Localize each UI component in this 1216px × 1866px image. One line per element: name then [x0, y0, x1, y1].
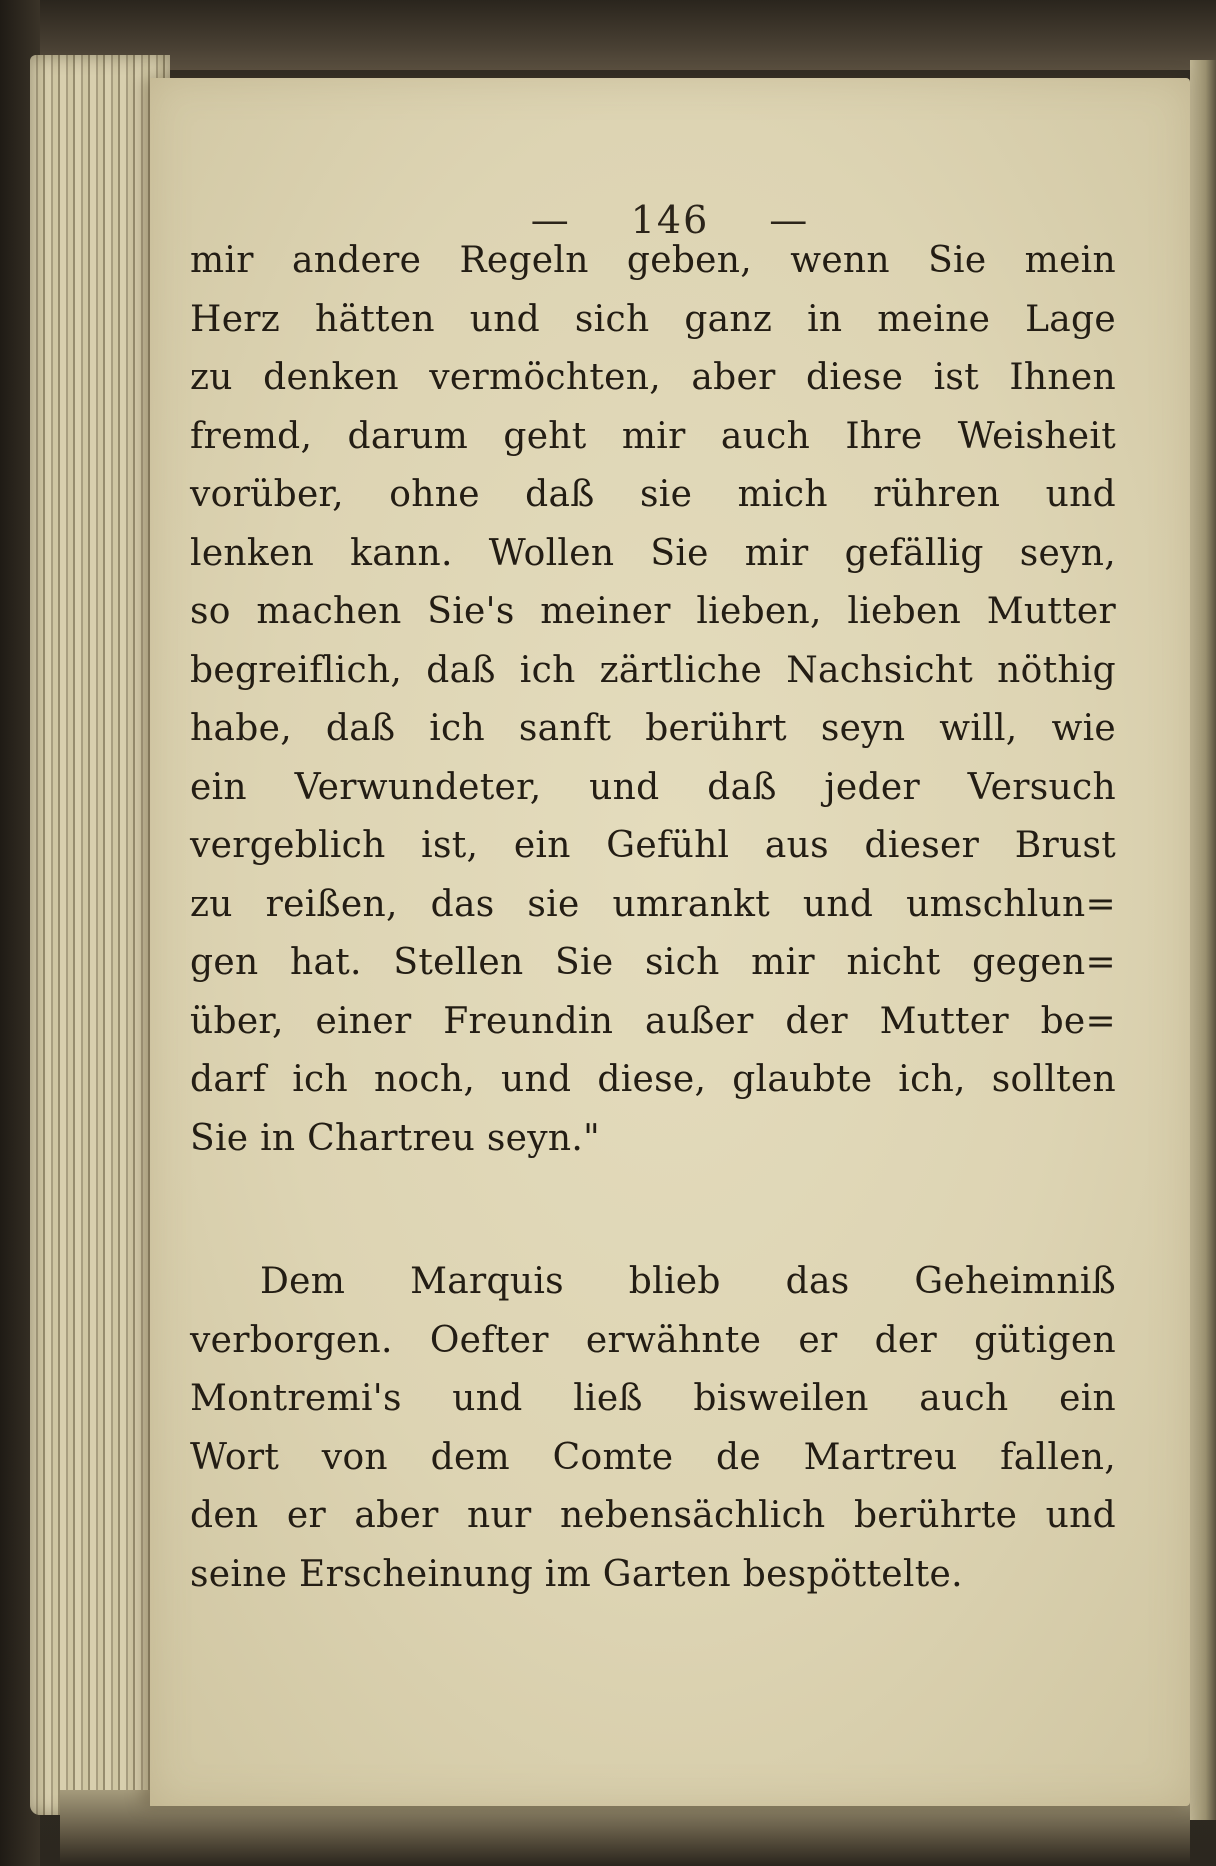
text-line: vergeblich ist, ein Gefühl aus dieser Brust — [190, 825, 1116, 866]
text-line: zu reißen, das sie umrankt und umschlun= — [190, 883, 1116, 925]
text-line: darf ich noch, und diese, glaubte ich, sollten — [190, 1059, 1116, 1100]
text-line: Sie in Chartreu seyn." — [190, 1117, 600, 1159]
header-dash-left: — — [530, 198, 571, 242]
text-line: vorüber, ohne daß sie mich rühren und — [190, 474, 1116, 515]
text-line: begreiflich, daß ich zärtliche Nachsicht nöthig — [190, 649, 1116, 691]
paragraph-1 — [190, 232, 1116, 1168]
text-line: den er aber nur nebensächlich berührte und — [190, 1495, 1116, 1536]
paragraph-2 — [190, 1253, 1116, 1604]
text-line: lenken kann. Wollen Sie mir gefällig seyn, — [190, 532, 1116, 574]
text-line: Herz hätten und sich ganz in meine Lage — [190, 298, 1116, 340]
book-cover-top — [0, 0, 1216, 70]
text-line: Dem Marquis blieb das Geheimniß — [260, 1261, 1116, 1302]
text-line: Montremi's und ließ bisweilen auch ein — [190, 1378, 1116, 1419]
header-dash-right: — — [769, 198, 810, 242]
next-page-edge — [1190, 60, 1216, 1820]
text-line: fremd, darum geht mir auch Ihre Weisheit — [190, 415, 1116, 457]
text-line: seine Erscheinung im Garten bespöttelte. — [190, 1553, 963, 1595]
text-line: habe, daß ich sanft berührt seyn will, wie — [190, 708, 1116, 749]
text-line: ein Verwundeter, und daß jeder Versuch — [190, 766, 1116, 808]
text-line: so machen Sie's meiner lieben, lieben Mutter — [190, 591, 1116, 632]
text-line: gen hat. Stellen Sie sich mir nicht gegen= — [190, 942, 1116, 983]
page-number: 146 — [630, 198, 710, 242]
page-body — [190, 232, 1116, 1604]
text-line: Wort von dem Comte de Martreu fallen, — [190, 1436, 1116, 1478]
page-stack-edges — [30, 55, 170, 1815]
text-line: verborgen. Oefter erwähnte er der gütigen — [190, 1319, 1116, 1361]
text-line: mir andere Regeln geben, wenn Sie mein — [190, 240, 1116, 281]
text-line: zu denken vermöchten, aber diese ist Ihnen — [190, 357, 1116, 398]
text-line: über, einer Freundin außer der Mutter be= — [190, 1000, 1116, 1042]
paragraph-gap — [190, 1168, 1116, 1253]
